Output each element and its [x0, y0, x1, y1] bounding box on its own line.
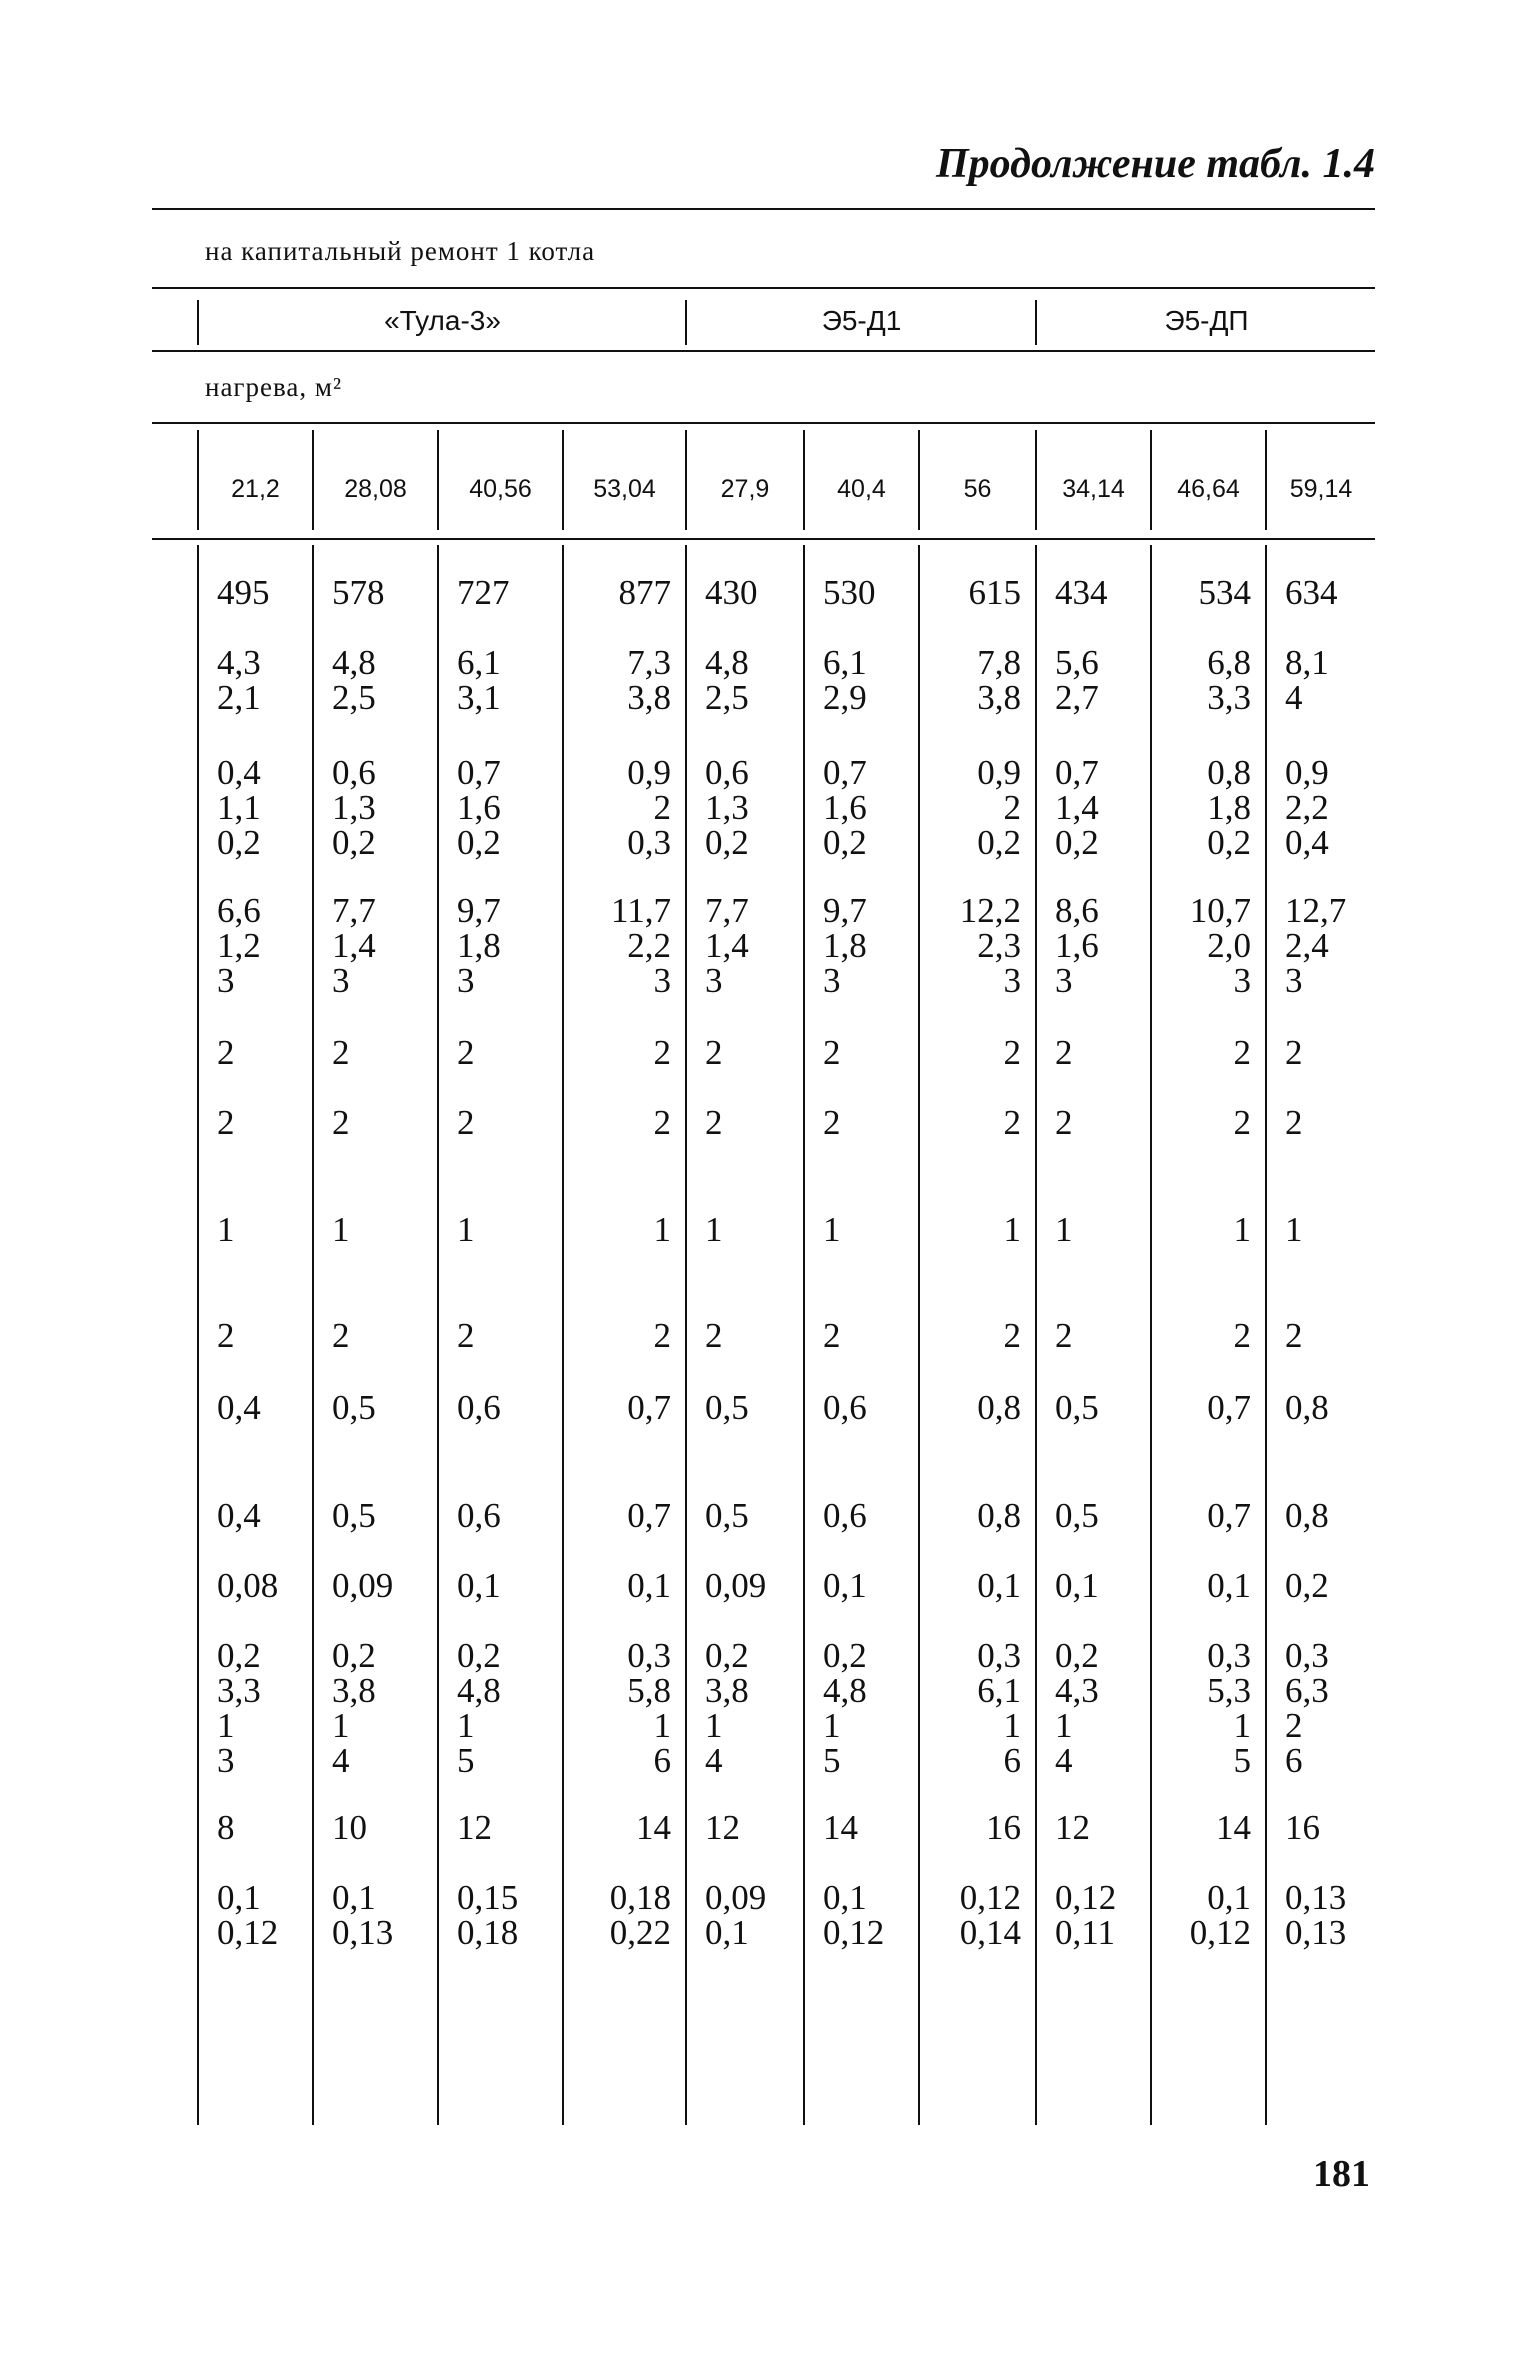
table-cell: 4,8 2,5	[705, 643, 749, 717]
table-cell: 0,2 4,3 1 4	[1055, 1636, 1099, 1780]
table-cell: 14	[823, 1808, 858, 1847]
table-cell: 0,18 0,22	[609, 1878, 671, 1952]
table-cell: 2	[1233, 1316, 1251, 1355]
table-cell: 1	[705, 1210, 723, 1249]
table-cell: 1	[823, 1210, 841, 1249]
table-cell: 0,5	[1055, 1388, 1099, 1427]
table-cell: 6,1 3,1	[457, 643, 501, 717]
table-cell: 0,8	[977, 1388, 1021, 1427]
table-cell: 0,12 0,11	[1055, 1878, 1117, 1952]
table-cell: 0,3 5,3 1 5	[1207, 1636, 1251, 1780]
rule-subheader-top	[152, 422, 1375, 424]
table-cell: 430	[705, 573, 758, 612]
table-cell: 12	[705, 1808, 740, 1847]
table-cell: 0,8	[1285, 1388, 1329, 1427]
table-cell: 877	[618, 573, 671, 612]
table-cell: 12,7 2,4 3	[1285, 891, 1347, 1000]
rule-body-top	[152, 538, 1375, 540]
table-cell: 12	[1055, 1808, 1090, 1847]
table-cell: 0,5	[332, 1388, 376, 1427]
table-cell: 2	[1003, 1103, 1021, 1142]
table-cell: 2	[332, 1316, 350, 1355]
table-cell: 530	[823, 573, 876, 612]
table-cell: 14	[1216, 1808, 1251, 1847]
table-cell: 12	[457, 1808, 492, 1847]
data-column-2	[314, 560, 437, 2010]
table-cell: 2	[1285, 1033, 1303, 1072]
table-cell: 0,12 0,14	[959, 1878, 1021, 1952]
table-cell: 2	[457, 1103, 475, 1142]
data-column-9	[1152, 560, 1265, 2010]
group-e5-dp: Э5-ДП	[1164, 305, 1249, 336]
table-cell: 1	[217, 1210, 235, 1249]
table-cell: 1	[457, 1210, 475, 1249]
table-cell: 2	[457, 1316, 475, 1355]
table-cell: 2	[1055, 1316, 1073, 1355]
table-cell: 0,7 1,4 0,2	[1055, 753, 1099, 862]
table-cell: 0,9 2 0,3	[627, 753, 671, 862]
table-cell: 7,7 1,4 3	[332, 891, 376, 1000]
table-cell: 0,6	[457, 1388, 501, 1427]
table-cell: 0,7	[627, 1496, 671, 1535]
table-cell: 0,09	[332, 1566, 394, 1605]
table-cell: 2	[1055, 1103, 1073, 1142]
group-tula-3: «Тула-3»	[384, 305, 501, 336]
table-cell: 434	[1055, 573, 1108, 612]
table-cell: 0,13 0,13	[1285, 1878, 1347, 1952]
table-continuation-caption: Продолжение табл. 1.4	[936, 141, 1375, 187]
data-column-7	[920, 560, 1035, 2010]
surface-header: 40,56	[469, 475, 532, 503]
table-cell: 2	[332, 1103, 350, 1142]
table-cell: 0,09	[705, 1566, 767, 1605]
table-cell: 615	[968, 573, 1021, 612]
table-cell: 2	[1285, 1316, 1303, 1355]
table-cell: 0,3 6,3 2 6	[1285, 1636, 1329, 1780]
table-cell: 1	[1003, 1210, 1021, 1249]
table-cell: 8,6 1,6 3	[1055, 891, 1099, 1000]
rule-top	[152, 208, 1375, 210]
table-cell: 2	[823, 1033, 841, 1072]
table-cell: 0,9 2,2 0,4	[1285, 753, 1329, 862]
table-cell: 2	[1055, 1033, 1073, 1072]
table-cell: 0,1	[977, 1566, 1021, 1605]
table-cell: 727	[457, 573, 510, 612]
table-cell: 1	[332, 1210, 350, 1249]
table-cell: 0,6 1,3 0,2	[705, 753, 749, 862]
table-cell: 2	[1285, 1103, 1303, 1142]
table-cell: 16	[986, 1808, 1021, 1847]
table-cell: 0,5	[705, 1388, 749, 1427]
group-divider	[197, 300, 199, 345]
table-cell: 0,6 1,3 0,2	[332, 753, 376, 862]
table-cell: 0,5	[705, 1496, 749, 1535]
table-cell: 0,7	[627, 1388, 671, 1427]
table-cell: 0,2	[1285, 1566, 1329, 1605]
table-cell: 1	[1285, 1210, 1303, 1249]
table-cell: 634	[1285, 573, 1338, 612]
table-cell: 2	[653, 1103, 671, 1142]
table-cell: 0,2 4,8 1 5	[457, 1636, 501, 1780]
table-cell: 0,1 0,13	[332, 1878, 394, 1952]
table-cell: 12,2 2,3 3	[959, 891, 1021, 1000]
table-cell: 2	[217, 1316, 235, 1355]
table-cell: 0,1 0,12	[217, 1878, 279, 1952]
table-cell: 534	[1198, 573, 1251, 612]
table-cell: 7,8 3,8	[977, 643, 1021, 717]
page-number: 181	[1313, 2153, 1370, 2195]
table-cell: 0,1	[1207, 1566, 1251, 1605]
table-cell: 0,15 0,18	[457, 1878, 519, 1952]
table-cell: 2	[332, 1033, 350, 1072]
table-cell: 0,6	[823, 1388, 867, 1427]
table-cell: 14	[636, 1808, 671, 1847]
table-cell: 5,6 2,7	[1055, 643, 1099, 717]
table-cell: 4,8 2,5	[332, 643, 376, 717]
table-cell: 0,7	[1207, 1496, 1251, 1535]
data-column-8	[1037, 560, 1150, 2010]
table-cell: 0,8	[977, 1496, 1021, 1535]
table-cell: 7,3 3,8	[627, 643, 671, 717]
data-column-5	[687, 560, 803, 2010]
table-cell: 2	[653, 1033, 671, 1072]
group-divider	[685, 300, 687, 345]
table-cell: 0,6	[823, 1496, 867, 1535]
heating-surface-label: нагрева, м²	[205, 372, 343, 402]
table-cell: 2	[705, 1033, 723, 1072]
surface-header: 46,64	[1177, 475, 1240, 503]
header-subtitle: на капитальный ремонт 1 котла	[205, 236, 596, 266]
surface-header: 59,14	[1289, 475, 1353, 503]
table-cell: 0,1	[1055, 1566, 1099, 1605]
data-column-4	[564, 560, 685, 2010]
table-cell: 0,5	[332, 1496, 376, 1535]
data-column-6	[805, 560, 918, 2010]
surface-header: 21,2	[231, 475, 280, 503]
table-cell: 0,7 1,6 0,2	[823, 753, 867, 862]
table-cell: 0,1 0,12	[1189, 1878, 1251, 1952]
table-cell: 6,8 3,3	[1207, 643, 1251, 717]
table-cell: 0,4 1,1 0,2	[217, 753, 261, 862]
table-cell: 578	[332, 573, 385, 612]
rule-groups-top	[152, 287, 1375, 289]
surface-header: 27,9	[720, 475, 770, 503]
table-cell: 2	[653, 1316, 671, 1355]
table-cell: 0,1	[627, 1566, 671, 1605]
table-cell: 0,5	[1055, 1496, 1099, 1535]
group-e5-d1: Э5-Д1	[821, 305, 902, 336]
table-cell: 7,7 1,4 3	[705, 891, 749, 1000]
table-cell: 2	[705, 1103, 723, 1142]
table-cell: 0,7 1,6 0,2	[457, 753, 501, 862]
table-cell: 11,7 2,2 3	[611, 891, 671, 1000]
surface-header: 34,14	[1062, 475, 1125, 503]
table-cell: 0,09 0,1	[705, 1878, 767, 1952]
data-column-3	[439, 560, 562, 2010]
table-cell: 0,1	[823, 1566, 867, 1605]
table-cell: 0,2 3,8 1 4	[705, 1636, 749, 1780]
table-cell: 4,3 2,1	[217, 643, 261, 717]
table-cell: 2	[1003, 1316, 1021, 1355]
table-cell: 10	[332, 1808, 367, 1847]
table-cell: 2	[705, 1316, 723, 1355]
table-cell: 0,4	[217, 1496, 261, 1535]
table-cell: 2	[457, 1033, 475, 1072]
table-cell: 0,08	[217, 1566, 279, 1605]
group-divider	[1035, 300, 1037, 345]
table-cell: 0,8	[1285, 1496, 1329, 1535]
data-column-1	[199, 560, 312, 2010]
table-cell: 2	[217, 1033, 235, 1072]
table-cell: 2	[1233, 1033, 1251, 1072]
surface-header: 40,4	[837, 475, 886, 503]
table-cell: 2	[823, 1316, 841, 1355]
data-column-10	[1267, 560, 1375, 2010]
rule-groups-bottom	[152, 350, 1375, 352]
table-cell: 0,7	[1207, 1388, 1251, 1427]
table-cell: 9,7 1,8 3	[823, 891, 867, 1000]
table-cell: 2	[1233, 1103, 1251, 1142]
table-cell: 2	[823, 1103, 841, 1142]
table-cell: 0,4	[217, 1388, 261, 1427]
table-cell: 8	[217, 1808, 235, 1847]
table-cell: 6,6 1,2 3	[217, 891, 261, 1000]
table-cell: 1	[1233, 1210, 1251, 1249]
surface-header: 28,08	[344, 475, 407, 503]
table-cell: 6,1 2,9	[823, 643, 867, 717]
table-cell: 0,2 4,8 1 5	[823, 1636, 867, 1780]
surface-header: 53,04	[593, 475, 656, 503]
table-cell: 16	[1285, 1808, 1320, 1847]
table-cell: 1	[653, 1210, 671, 1249]
table-cell: 2	[217, 1103, 235, 1142]
table-cell: 0,9 2 0,2	[977, 753, 1021, 862]
surface-header: 56	[963, 475, 992, 503]
table-cell: 9,7 1,8 3	[457, 891, 501, 1000]
table-cell: 0,6	[457, 1496, 501, 1535]
table-cell: 0,1 0,12	[823, 1878, 885, 1952]
table-cell: 495	[217, 573, 270, 612]
table-cell: 2	[1003, 1033, 1021, 1072]
table-cell: 0,1	[457, 1566, 501, 1605]
table-cell: 0,2 3,8 1 4	[332, 1636, 376, 1780]
table-cell: 10,7 2,0 3	[1189, 891, 1251, 1000]
table-cell: 0,3 5,8 1 6	[627, 1636, 671, 1780]
table-cell: 8,1 4	[1285, 643, 1329, 717]
table-cell: 0,2 3,3 1 3	[217, 1636, 261, 1780]
table-cell: 0,8 1,8 0,2	[1207, 753, 1251, 862]
table-cell: 1	[1055, 1210, 1073, 1249]
table-cell: 0,3 6,1 1 6	[977, 1636, 1021, 1780]
